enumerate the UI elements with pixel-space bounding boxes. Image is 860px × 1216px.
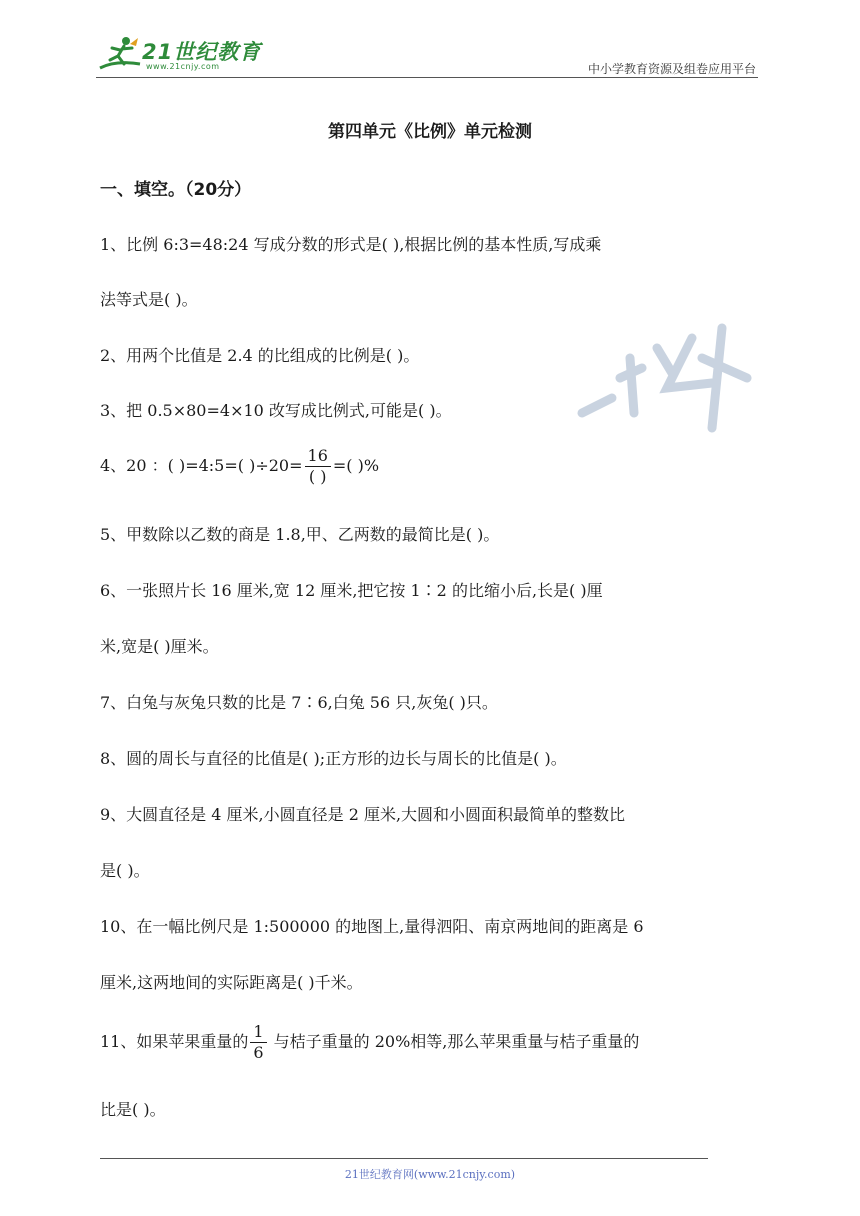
question-8: 8、圆的周长与直径的比值是( );正方形的边长与周长的比值是( )。 [100,749,567,768]
fraction-denominator: 6 [253,1043,264,1062]
question-9-line-2: 是( )。 [100,861,150,880]
question-7: 7、白兔与灰兔只数的比是 7∶6,白兔 56 只,灰兔( )只。 [100,693,498,712]
logo-text: 21世纪教育 [142,40,262,64]
question-11-text: 11、如果苹果重量的 [100,1032,249,1051]
fraction-numerator: 16 [305,446,331,467]
question-10-line-1: 10、在一幅比例尺是 1:500000 的地图上,量得泗阳、南京两地间的距离是 6 [100,917,644,936]
footer-text: 21世纪教育网(www.21cnjy.com) [344,1168,516,1181]
question-4 [100,446,379,487]
question-5: 5、甲数除以乙数的商是 1.8,甲、乙两数的最简比是( )。 [100,525,500,544]
question-4-text: 4、20 ：( )=4:5=( )÷20= [100,456,303,475]
fraction-one-sixth [250,1022,266,1063]
question-6-line-2: 米,宽是( )厘米。 [100,637,219,656]
section-heading: 一、填空。（20分） [100,180,252,200]
question-3: 3、把 0.5×80=4×10 改写成比例式,可能是( )。 [100,401,452,420]
question-4-tail: =( )% [332,456,380,475]
runner-logo-icon [96,34,144,74]
fraction-numerator: 1 [250,1022,266,1043]
site-logo [96,34,266,74]
question-11-tail: 与桔子重量的 20%相等,那么苹果重量与桔子重量的 [268,1032,640,1051]
logo-url: www.21cnjy.com [146,62,220,71]
watermark-graphic [572,318,752,438]
question-11-line-1 [100,1022,639,1063]
page-header [96,30,756,78]
header-divider [96,77,758,78]
question-6-line-1: 6、一张照片长 16 厘米,宽 12 厘米,把它按 1∶2 的比缩小后,长是( )厘 [100,581,603,600]
question-1-line-2: 法等式是( )。 [100,290,198,309]
question-11-line-2: 比是( )。 [100,1100,166,1119]
question-1-line-1: 1、比例 6:3=48:24 写成分数的形式是( ),根据比例的基本性质,写成乘 [100,235,602,254]
fraction-denominator: ( ) [308,467,327,486]
page-title: 第四单元《比例》单元检测 [328,122,532,142]
header-platform-text: 中小学教育资源及组卷应用平台 [587,62,756,76]
question-10-line-2: 厘米,这两地间的实际距离是( )千米。 [100,973,363,992]
question-2: 2、用两个比值是 2.4 的比组成的比例是( )。 [100,346,420,365]
question-9-line-1: 9、大圆直径是 4 厘米,小圆直径是 2 厘米,大圆和小圆面积最简单的整数比 [100,805,626,824]
fraction-16 [305,446,331,487]
footer-divider [100,1158,708,1159]
